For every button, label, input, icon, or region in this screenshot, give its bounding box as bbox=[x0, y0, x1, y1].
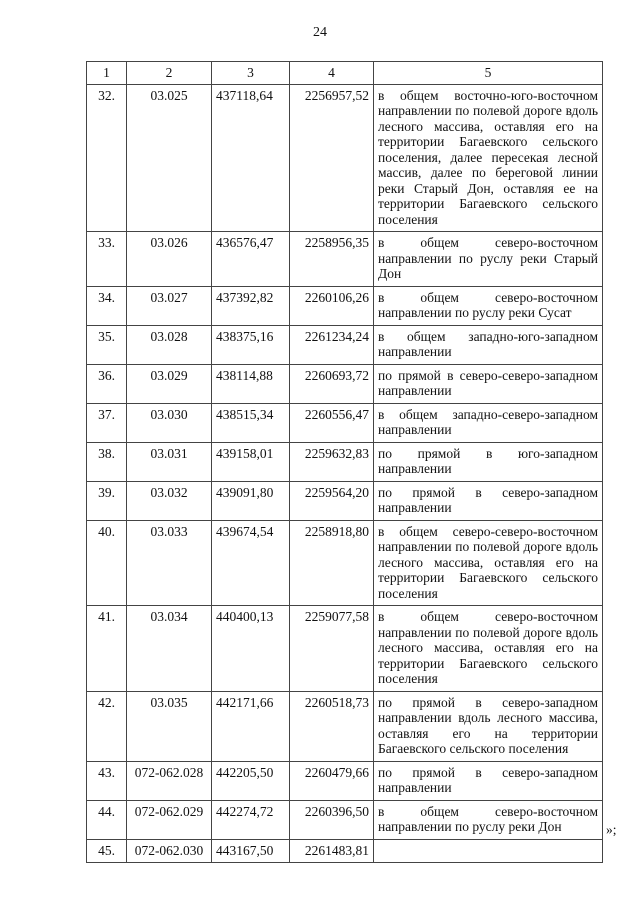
x-coordinate-cell: 439674,54 bbox=[212, 520, 290, 606]
y-coordinate-cell: 2260693,72 bbox=[290, 364, 374, 403]
column-header: 5 bbox=[374, 62, 603, 85]
boundary-description-cell: по прямой в северо-северо-западном направлении bbox=[374, 364, 603, 403]
point-code-cell: 03.031 bbox=[127, 442, 212, 481]
x-coordinate-cell: 443167,50 bbox=[212, 839, 290, 863]
x-coordinate-cell: 439091,80 bbox=[212, 481, 290, 520]
x-coordinate-cell: 439158,01 bbox=[212, 442, 290, 481]
point-code-cell: 03.034 bbox=[127, 606, 212, 692]
table-body bbox=[87, 84, 603, 863]
column-header: 2 bbox=[127, 62, 212, 85]
table-row bbox=[87, 691, 603, 761]
point-code-cell: 03.025 bbox=[127, 84, 212, 232]
boundary-description-cell: в общем северо-восточном направлении по руслу реки Старый Дон bbox=[374, 232, 603, 287]
y-coordinate-cell: 2258918,80 bbox=[290, 520, 374, 606]
column-header: 3 bbox=[212, 62, 290, 85]
x-coordinate-cell: 438375,16 bbox=[212, 325, 290, 364]
row-number-cell: 43. bbox=[87, 761, 127, 800]
point-code-cell: 03.032 bbox=[127, 481, 212, 520]
table-row bbox=[87, 84, 603, 232]
point-code-cell: 03.027 bbox=[127, 286, 212, 325]
boundary-description-cell: в общем северо-восточном направлении по руслу реки Сусат bbox=[374, 286, 603, 325]
table-header-row bbox=[87, 62, 603, 85]
page-number: 24 bbox=[313, 25, 327, 40]
x-coordinate-cell: 442274,72 bbox=[212, 800, 290, 839]
y-coordinate-cell: 2260556,47 bbox=[290, 403, 374, 442]
boundary-description-cell: по прямой в юго-западном направлении bbox=[374, 442, 603, 481]
boundary-description-cell: по прямой в северо-западном направлении bbox=[374, 481, 603, 520]
table-row bbox=[87, 481, 603, 520]
table-row bbox=[87, 232, 603, 287]
table-row bbox=[87, 403, 603, 442]
y-coordinate-cell: 2259564,20 bbox=[290, 481, 374, 520]
table-row bbox=[87, 761, 603, 800]
point-code-cell: 03.026 bbox=[127, 232, 212, 287]
column-header: 1 bbox=[87, 62, 127, 85]
x-coordinate-cell: 438114,88 bbox=[212, 364, 290, 403]
row-number-cell: 36. bbox=[87, 364, 127, 403]
row-number-cell: 35. bbox=[87, 325, 127, 364]
point-code-cell: 03.035 bbox=[127, 691, 212, 761]
y-coordinate-cell: 2258956,35 bbox=[290, 232, 374, 287]
table-row bbox=[87, 520, 603, 606]
y-coordinate-cell: 2259632,83 bbox=[290, 442, 374, 481]
row-number-cell: 37. bbox=[87, 403, 127, 442]
table-row bbox=[87, 442, 603, 481]
row-number-cell: 33. bbox=[87, 232, 127, 287]
boundary-description-cell: в общем северо-восточном направлении по полевой дороге вдоль лесного массива, оставляя его на территории Багаевского сельского поселения bbox=[374, 606, 603, 692]
x-coordinate-cell: 437392,82 bbox=[212, 286, 290, 325]
y-coordinate-cell: 2260479,66 bbox=[290, 761, 374, 800]
table-row bbox=[87, 606, 603, 692]
table-row bbox=[87, 839, 603, 863]
y-coordinate-cell: 2256957,52 bbox=[290, 84, 374, 232]
row-number-cell: 44. bbox=[87, 800, 127, 839]
x-coordinate-cell: 436576,47 bbox=[212, 232, 290, 287]
x-coordinate-cell: 438515,34 bbox=[212, 403, 290, 442]
point-code-cell: 03.028 bbox=[127, 325, 212, 364]
x-coordinate-cell: 440400,13 bbox=[212, 606, 290, 692]
y-coordinate-cell: 2260106,26 bbox=[290, 286, 374, 325]
x-coordinate-cell: 442205,50 bbox=[212, 761, 290, 800]
row-number-cell: 32. bbox=[87, 84, 127, 232]
boundary-description-cell: в общем западно-северо-западном направлении bbox=[374, 403, 603, 442]
point-code-cell: 072-062.029 bbox=[127, 800, 212, 839]
table-row bbox=[87, 800, 603, 839]
y-coordinate-cell: 2259077,58 bbox=[290, 606, 374, 692]
column-header: 4 bbox=[290, 62, 374, 85]
y-coordinate-cell: 2261234,24 bbox=[290, 325, 374, 364]
boundary-description-cell: по прямой в северо-западном направлении bbox=[374, 761, 603, 800]
table-row bbox=[87, 325, 603, 364]
row-number-cell: 39. bbox=[87, 481, 127, 520]
x-coordinate-cell: 437118,64 bbox=[212, 84, 290, 232]
point-code-cell: 072-062.028 bbox=[127, 761, 212, 800]
y-coordinate-cell: 2261483,81 bbox=[290, 839, 374, 863]
boundary-description-cell: в общем северо-северо-восточном направлении по полевой дороге вдоль лесного массива, оставляя его на территории Багаевского сельского поселения bbox=[374, 520, 603, 606]
table-row bbox=[87, 364, 603, 403]
boundary-description-cell: в общем западно-юго-западном направлении bbox=[374, 325, 603, 364]
row-number-cell: 42. bbox=[87, 691, 127, 761]
y-coordinate-cell: 2260518,73 bbox=[290, 691, 374, 761]
point-code-cell: 03.030 bbox=[127, 403, 212, 442]
point-code-cell: 03.033 bbox=[127, 520, 212, 606]
boundary-description-cell: в общем восточно-юго-восточном направлении по полевой дороге вдоль лесного массива, оставляя его на территории Багаевского сельского поселения, далее пересекая лесной массив, далее по береговой линии реки Старый Дон, оставляя ее на территории Багаевского сельского поселения bbox=[374, 84, 603, 232]
row-number-cell: 45. bbox=[87, 839, 127, 863]
row-number-cell: 38. bbox=[87, 442, 127, 481]
point-code-cell: 072-062.030 bbox=[127, 839, 212, 863]
boundary-description-cell: по прямой в северо-западном направлении вдоль лесного массива, оставляя его на территории Багаевского сельского поселения bbox=[374, 691, 603, 761]
boundary-description-cell bbox=[374, 839, 603, 863]
boundary-description-cell: в общем северо-восточном направлении по руслу реки Дон bbox=[374, 800, 603, 839]
point-code-cell: 03.029 bbox=[127, 364, 212, 403]
closing-quote-mark: »; bbox=[606, 822, 617, 837]
row-number-cell: 40. bbox=[87, 520, 127, 606]
y-coordinate-cell: 2260396,50 bbox=[290, 800, 374, 839]
row-number-cell: 34. bbox=[87, 286, 127, 325]
table-row bbox=[87, 286, 603, 325]
x-coordinate-cell: 442171,66 bbox=[212, 691, 290, 761]
boundary-points-table bbox=[86, 61, 603, 863]
row-number-cell: 41. bbox=[87, 606, 127, 692]
